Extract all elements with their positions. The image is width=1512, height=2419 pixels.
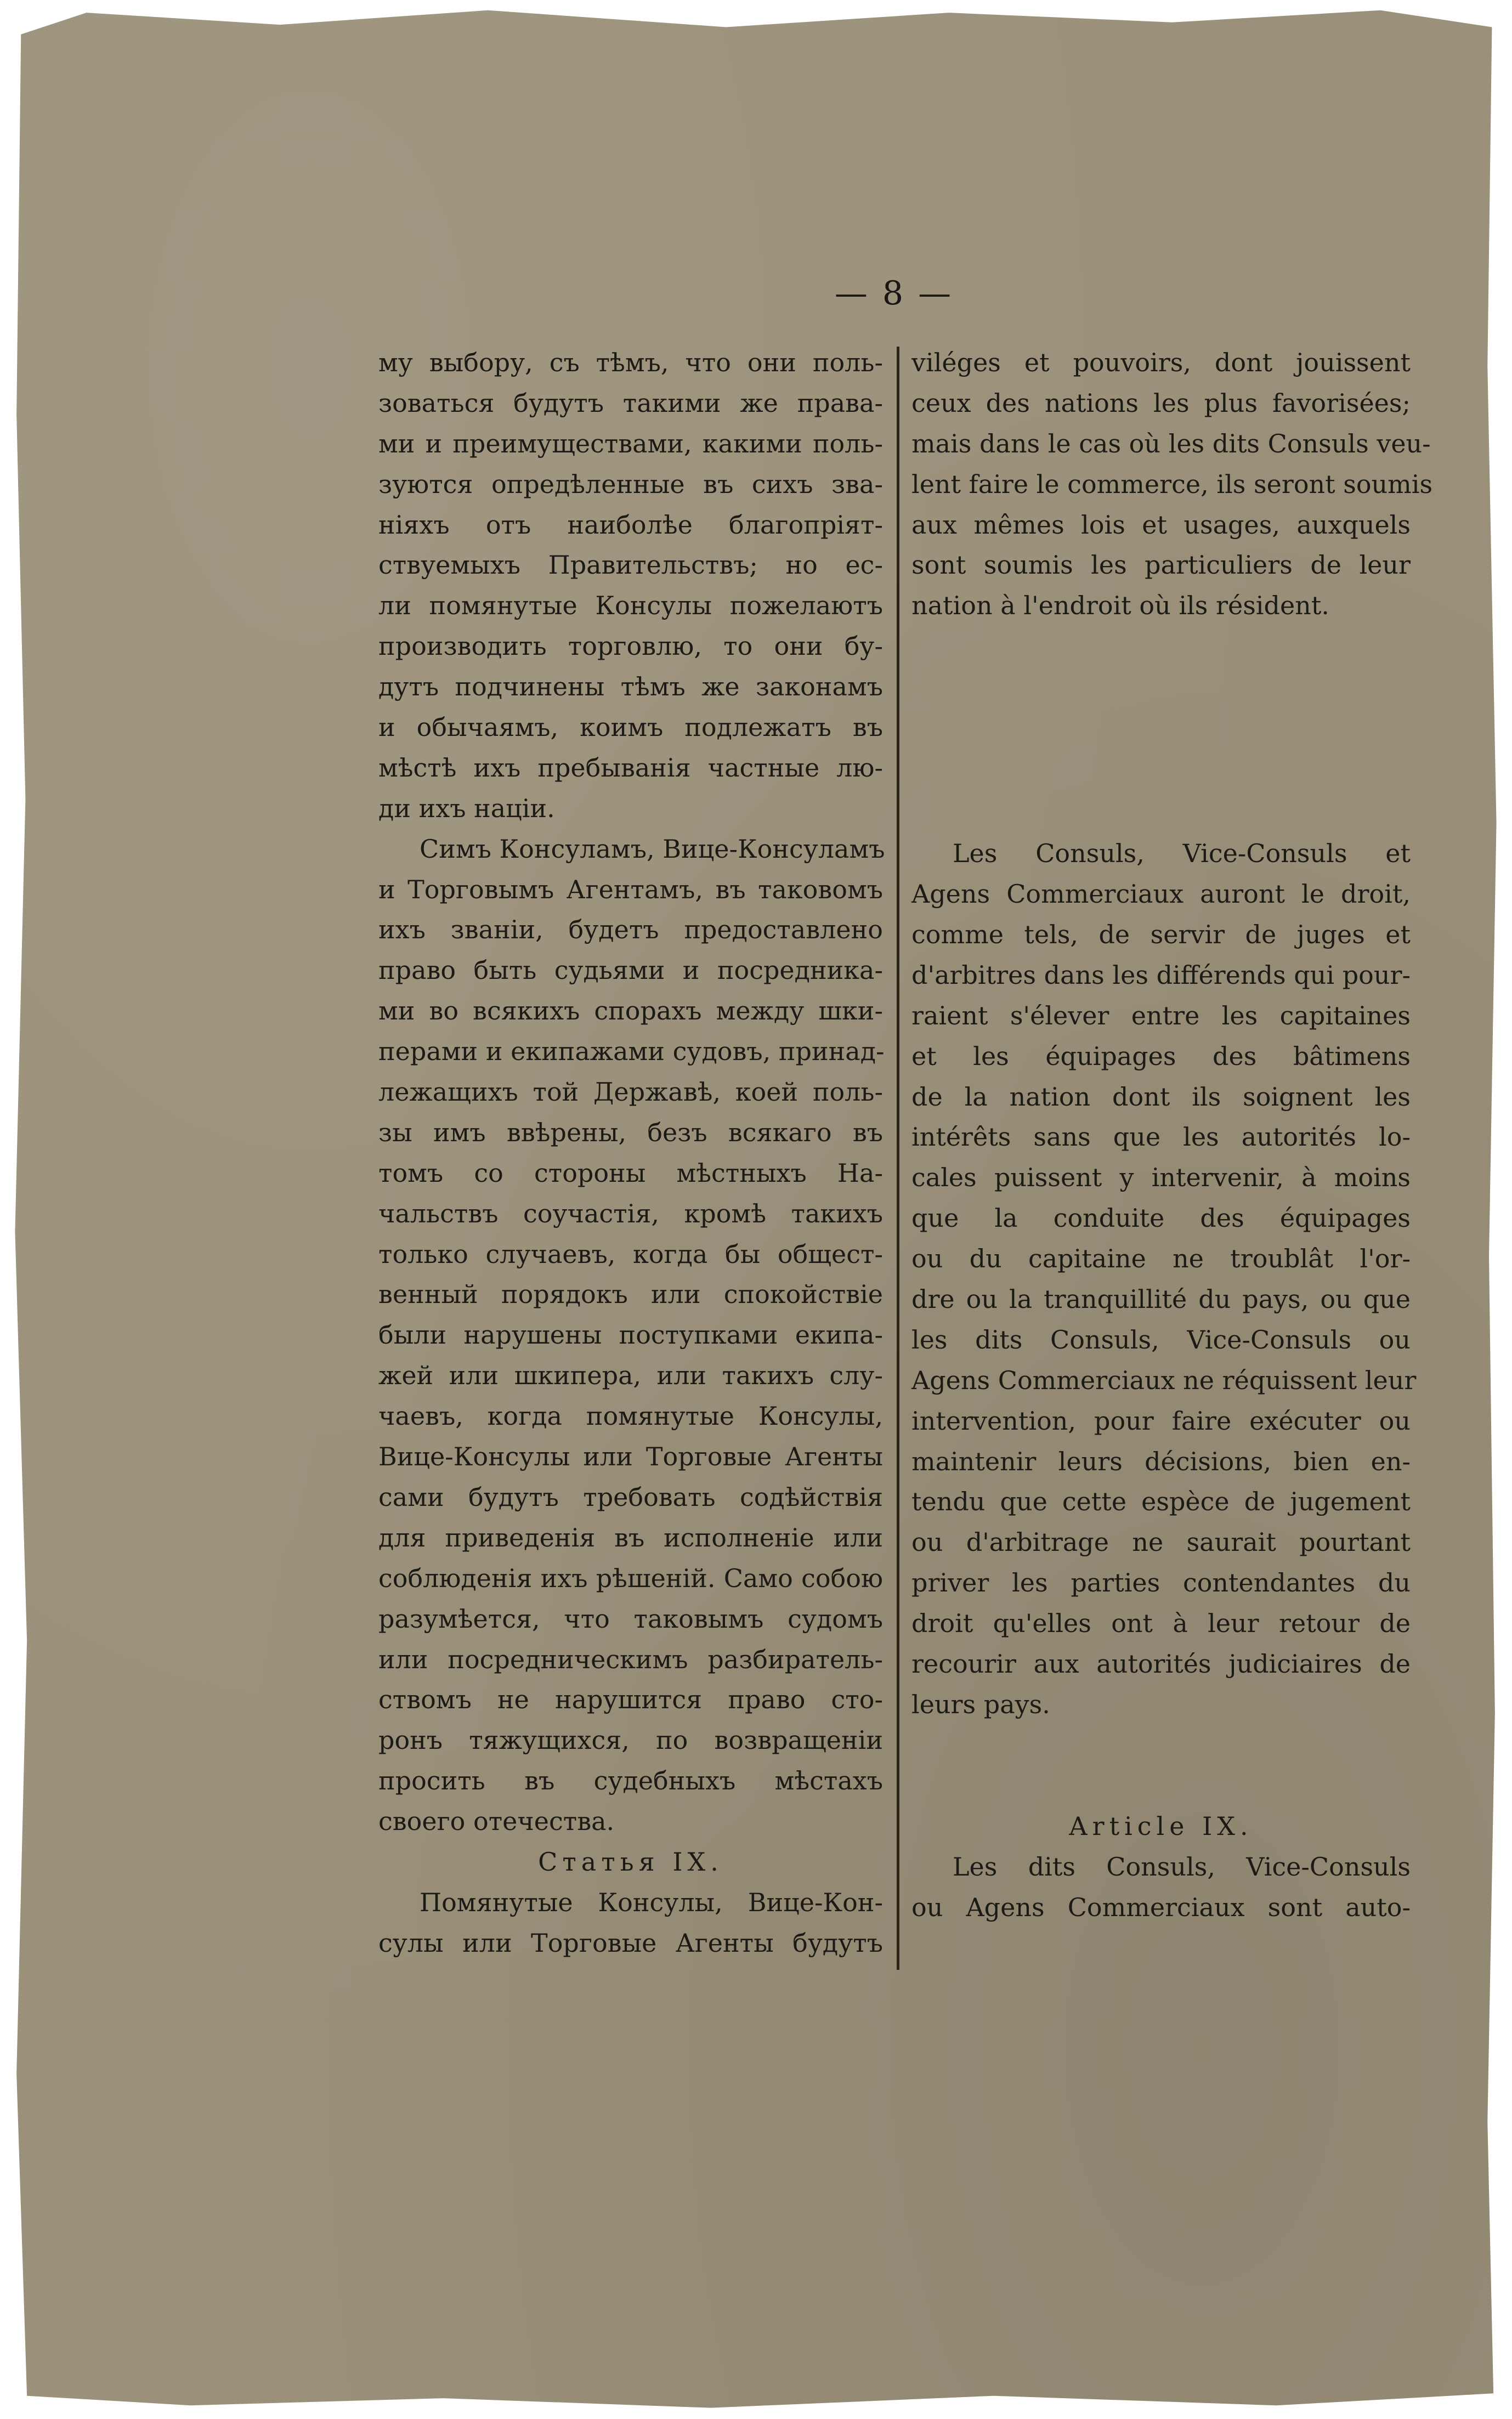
russian-line: сами будутъ требовать содѣйствія xyxy=(378,1482,883,1512)
russian-line: Симъ Консуламъ, Вице-Консуламъ xyxy=(420,834,885,864)
russian-column xyxy=(378,343,883,1964)
russian-line: просить въ судебныхъ мѣстахъ xyxy=(378,1766,883,1796)
french-line: droit qu'elles ont à leur retour de xyxy=(911,1608,1411,1639)
russian-line: мѣстѣ ихъ пребыванія частные лю- xyxy=(378,752,883,783)
russian-article-heading: Статья IX. xyxy=(538,1846,723,1877)
russian-line: были нарушены поступками екипа- xyxy=(378,1320,883,1350)
russian-line: право быть судьями и посредника- xyxy=(378,955,883,985)
russian-line: зоваться будутъ такими же права- xyxy=(378,388,883,418)
russian-line: зуются опредѣленные въ сихъ зва- xyxy=(378,469,883,499)
russian-line: дутъ подчинены тѣмъ же законамъ xyxy=(378,672,883,702)
french-line: Les Consuls, Vice-Consuls et xyxy=(953,839,1411,869)
french-line: lent faire le commerce, ils seront soumis xyxy=(911,469,1433,499)
french-line: Agens Commerciaux ne réquissent leur xyxy=(911,1365,1417,1395)
french-line: ou d'arbitrage ne saurait pourtant xyxy=(911,1527,1411,1557)
russian-line: сулы или Торговые Агенты будутъ xyxy=(378,1928,883,1958)
russian-line: своего отечества. xyxy=(378,1806,615,1837)
russian-line: ронъ тяжущихся, по возвращеніи xyxy=(378,1725,883,1755)
russian-line: ствомъ не нарушится право сто- xyxy=(378,1685,883,1715)
paragraph-gap xyxy=(911,626,1411,834)
russian-line: производить торговлю, то они бу- xyxy=(378,631,883,661)
french-line: de la nation dont ils soignent les xyxy=(911,1081,1411,1112)
french-line: priver les parties contendantes du xyxy=(911,1568,1411,1598)
russian-line: и Торговымъ Агентамъ, въ таковомъ xyxy=(378,874,883,904)
russian-line: ди ихъ націи. xyxy=(378,793,555,823)
french-line: viléges et pouvoirs, dont jouissent xyxy=(911,348,1411,377)
paragraph-gap xyxy=(911,1725,1411,1806)
french-line: tendu que cette espèce de jugement xyxy=(911,1487,1411,1517)
french-line: ceux des nations les plus favorisées; xyxy=(911,388,1411,418)
russian-line: Вице-Консулы или Торговые Агенты xyxy=(378,1442,883,1472)
french-line: Agens Commerciaux auront le droit, xyxy=(911,879,1411,909)
french-line: intérêts sans que les autorités lo- xyxy=(911,1122,1411,1152)
french-line: les dits Consuls, Vice-Consuls ou xyxy=(911,1324,1411,1355)
french-line: maintenir leurs décisions, bien en- xyxy=(911,1446,1411,1476)
russian-line: томъ со стороны мѣстныхъ На- xyxy=(378,1158,883,1188)
russian-line: или посредническимъ разбиратель- xyxy=(378,1644,883,1674)
russian-line: ніяхъ отъ наиболѣе благопріят- xyxy=(378,509,883,540)
russian-line: соблюденія ихъ рѣшеній. Само собою xyxy=(378,1563,883,1593)
french-line: raient s'élever entre les capitaines xyxy=(911,1000,1411,1030)
russian-line: лежащихъ той Державѣ, коей поль- xyxy=(378,1077,883,1107)
page-number: — 8 — xyxy=(834,274,954,313)
french-column xyxy=(911,343,1433,1928)
russian-line: чальствъ соучастія, кромѣ такихъ xyxy=(378,1198,883,1228)
column-divider xyxy=(897,347,899,1970)
french-article-heading: Article IX. xyxy=(1069,1811,1253,1841)
russian-line: перами и екипажами судовъ, принад- xyxy=(378,1036,885,1067)
french-line: dre ou la tranquillité du pays, ou que xyxy=(911,1284,1411,1315)
french-line: ou du capitaine ne troublât l'or- xyxy=(911,1244,1411,1274)
russian-line: разумѣется, что таковымъ судомъ xyxy=(378,1604,883,1634)
french-line: que la conduite des équipages xyxy=(911,1203,1411,1233)
french-line: recourir aux autorités judiciaires de xyxy=(911,1649,1411,1679)
russian-line: и обычаямъ, коимъ подлежатъ въ xyxy=(378,712,883,743)
french-line: d'arbitres dans les différends qui pour- xyxy=(911,960,1411,990)
russian-line: чаевъ, когда помянутые Консулы, xyxy=(378,1401,883,1431)
russian-line: ми и преимуществами, какими поль- xyxy=(378,428,883,458)
french-line: ou Agens Commerciaux sont auto- xyxy=(911,1892,1411,1922)
russian-line: для приведенія въ исполненіе или xyxy=(378,1522,883,1553)
russian-line: ли помянутые Консулы пожелаютъ xyxy=(378,591,883,621)
russian-line: ствуемыхъ Правительствъ; но ес- xyxy=(378,550,883,580)
french-line: intervention, pour faire exécuter ou xyxy=(911,1406,1411,1436)
french-line: leurs pays. xyxy=(911,1689,1050,1719)
french-line: sont soumis les particuliers de leur xyxy=(911,550,1411,580)
russian-line: Помянутые Консулы, Вице-Кон- xyxy=(420,1887,883,1917)
french-line: et les équipages des bâtimens xyxy=(911,1041,1411,1071)
russian-line: зы имъ ввѣрены, безъ всякаго въ xyxy=(378,1117,883,1147)
russian-line: только случаевъ, когда бы общест- xyxy=(378,1239,883,1269)
russian-line: му выбору, съ тѣмъ, что они поль- xyxy=(378,348,883,377)
french-line: aux mêmes lois et usages, auxquels xyxy=(911,509,1411,540)
french-line: mais dans le cas où les dits Consuls veu- xyxy=(911,428,1431,458)
french-line: comme tels, de servir de juges et xyxy=(911,920,1411,950)
russian-line: жей или шкипера, или такихъ слу- xyxy=(378,1361,883,1391)
russian-line: ми во всякихъ спорахъ между шки- xyxy=(378,996,883,1026)
french-line: nation à l'endroit où ils résident. xyxy=(911,591,1329,621)
russian-line: ихъ званіи, будетъ предоставлено xyxy=(378,915,883,945)
russian-line: венный порядокъ или спокойствіе xyxy=(378,1279,883,1310)
french-line: Les dits Consuls, Vice-Consuls xyxy=(953,1851,1411,1882)
french-line: cales puissent y intervenir, à moins xyxy=(911,1163,1411,1193)
